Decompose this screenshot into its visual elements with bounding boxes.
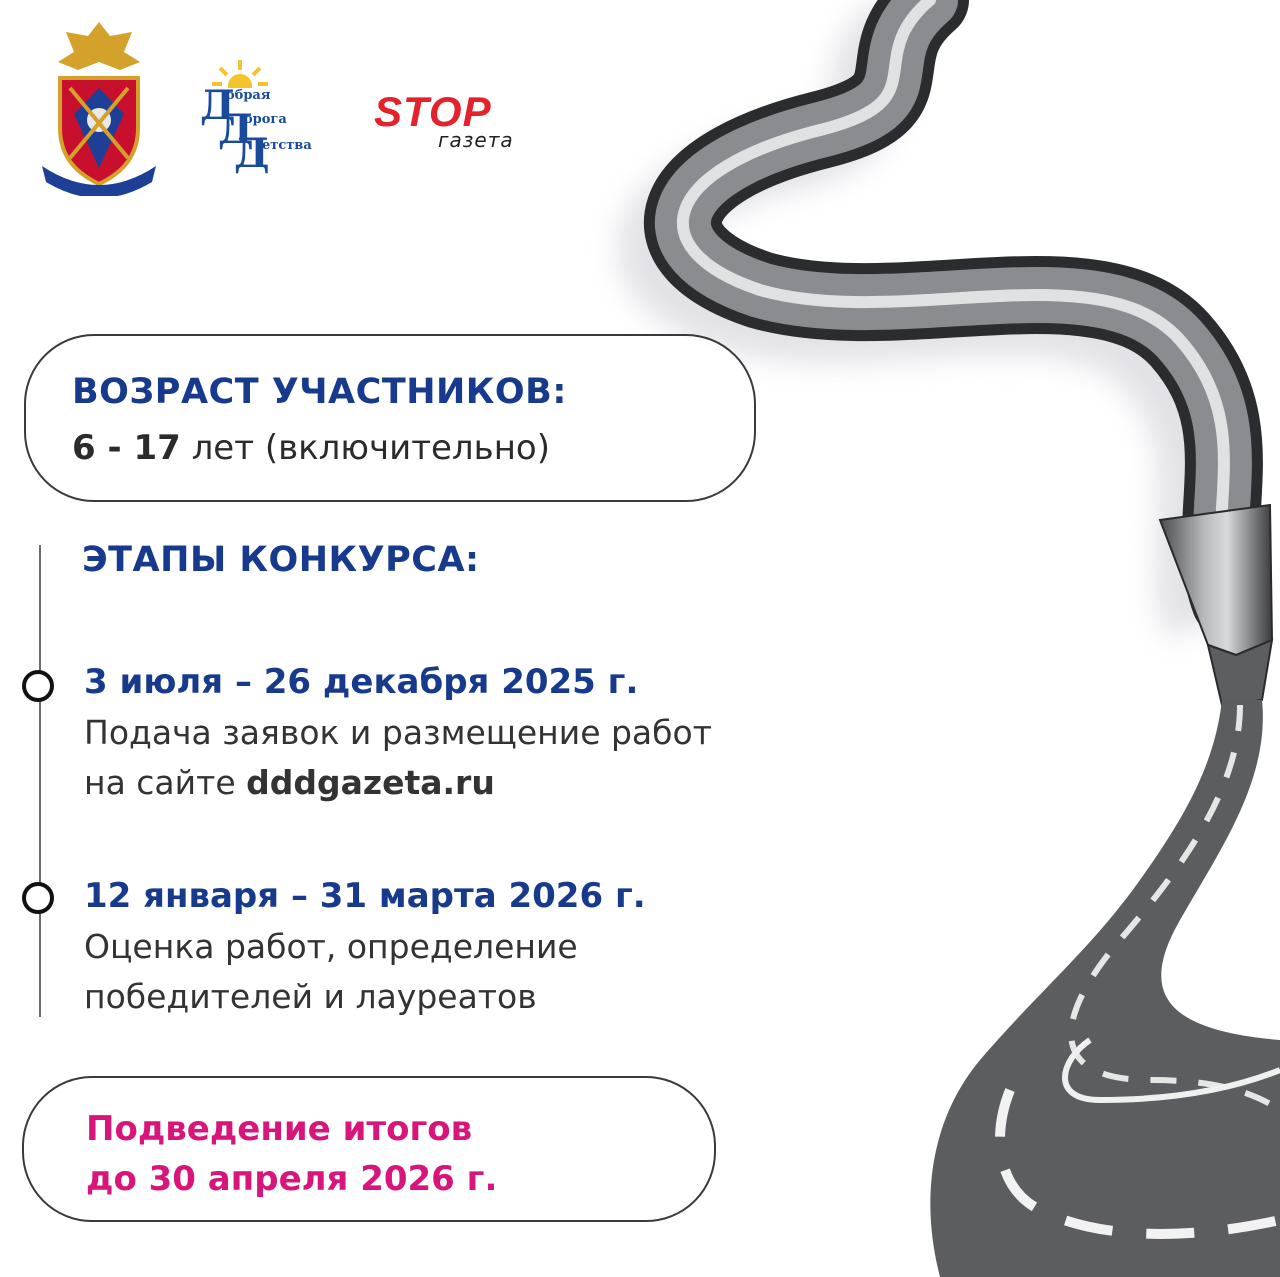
age-range: 6 - 17 [72,428,181,468]
ddd-letter-2: Д [218,106,254,153]
age-text [72,428,550,468]
age-suffix: лет (включительно) [180,428,551,468]
results-text [86,1104,497,1204]
stop-gazeta-logo [372,88,542,158]
site-link[interactable]: dddgazeta.ru [246,763,495,802]
ddd-letter-1: Д [200,82,236,129]
age-heading: ВОЗРАСТ УЧАСТНИКОВ: [72,372,567,412]
ddd-word-2: орога [244,112,287,127]
police-emblem-icon [40,18,158,196]
stage-1-desc-line2 [84,758,712,808]
ddd-word-3: етства [262,138,312,153]
ddd-word-1: обрая [226,88,271,103]
stop-word: STOP [374,88,492,135]
ddd-letter-3: Д [234,130,270,177]
gazeta-word: газета [438,128,514,152]
results-card [22,1076,716,1222]
ddd-logo [196,58,342,178]
stage-1-date: 3 июля – 26 декабря 2025 г. [84,662,639,702]
timeline-dot [22,670,54,702]
stage-2-date: 12 января – 31 марта 2026 г. [84,876,646,916]
age-card [24,334,756,502]
stage-2-desc-line1: Оценка работ, определение [84,927,578,966]
results-line1: Подведение итогов [86,1109,473,1149]
stage-2-desc-line2: победителей и лауреатов [84,977,537,1016]
stage-1-desc-line1: Подача заявок и размещение работ [84,713,712,752]
timeline-dot [22,882,54,914]
timeline-line [39,545,41,1017]
stage-1-desc [84,708,712,808]
stage-2-desc [84,922,578,1022]
stages-heading: ЭТАПЫ КОНКУРСА: [82,540,480,580]
stage-1-site-prefix: на сайте [84,763,247,802]
police-emblem-logo [40,18,158,196]
results-line2: до 30 апреля 2026 г. [86,1159,498,1199]
